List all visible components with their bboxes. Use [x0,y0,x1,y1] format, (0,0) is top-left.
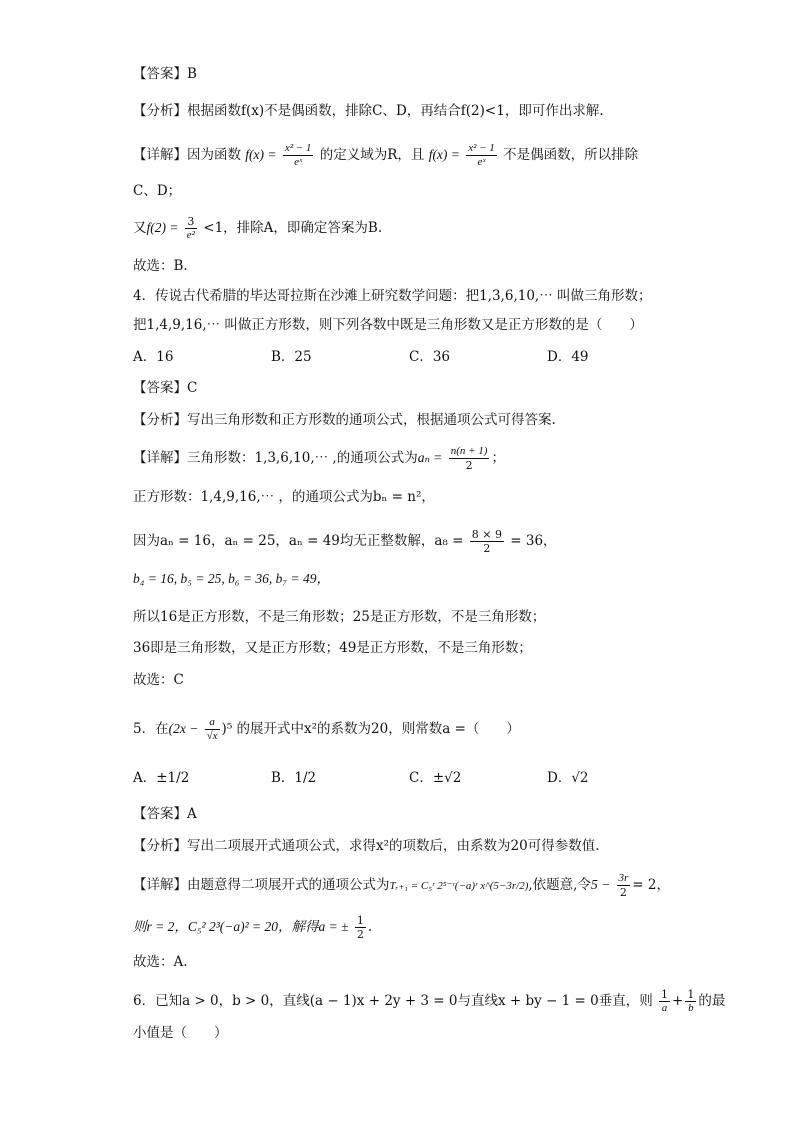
q5-stem: 5．在(2x − $\frac{a}{√x}$ )⁵ 的展开式中x²的系数为20，则常数a =（ ） [133,716,520,742]
q5-option-d: D．√2 [547,770,589,786]
q4-fraction: $\frac{n(n + 1)}{2}$ [450,445,488,472]
q6-fraction-1: $\frac{1}{a}$ [661,988,669,1014]
q3-detail-line1: 【详解】因为函数 f(x) = $\frac{\text{x² − 1}}{\text{eˣ}}$ 的定义域为R，且 f(x) = $\frac{\text{x² − 1}}{\text{eˣ}}$ 不是偶函数，所以排除 [133,142,639,168]
q6-stem-line2: 小值是（ ） [133,1025,228,1041]
q3-fraction: $\frac{\text{x² − 1}}{\text{eˣ}}$ [284,142,312,168]
q3-answer: 【答案】B [133,66,197,82]
q4-detail-line6: 36即是三角形数，又是正方形数；49是正方形数，不是三角形数； [133,640,532,656]
q5-option-a: A．±1/2 [133,770,190,786]
q5-detail-line1: 【详解】由题意得二项展开式的通项公式为Tᵣ₊₁ = C₅ʳ 2⁵⁻ʳ(−a)ʳ x^(5−3r/2),依题意,令5 − $\frac{3r}{2}$ = 2， [133,872,670,899]
q5-answer: 【答案】A [133,806,197,822]
q4-fraction-2: $\frac{8 \times 9}{2}$ [471,528,502,555]
q5-fraction-3: $\frac{1}{2}$ [356,914,364,941]
q5-options [133,768,685,788]
q6-stem-line1: 6．已知a > 0，b > 0，直线(a − 1)x + 2y + 3 = 0与直线x + by − 1 = 0垂直，则 $\frac{1}{a}$ + $\frac{1}{b}$ 的最 [133,988,726,1014]
q4-detail-line3: 因为aₙ = 16，aₙ = 25，aₙ = 49均无正整数解，a₈ = $\frac{8 \times 9}{2}$ = 36， [133,528,557,555]
q4-option-b: B．25 [271,349,312,365]
q5-analysis: 【分析】写出二项展开式通项公式，求得x²的项数后，由系数为20可得参数值. [133,838,600,854]
q6-fraction-2: $\frac{1}{b}$ [687,988,695,1014]
q3-fraction-3: $\frac{3}{\text{e²}}$ [186,215,195,241]
q4-options [133,347,685,367]
q4-option-d: D．49 [547,349,589,365]
q3-detail-line3: 又f(2) = $\frac{3}{\text{e²}}$ <1，排除A，即确定答案为B. [133,215,383,241]
q4-stem-line1: 4．传说古代希腊的毕达哥拉斯在沙滩上研究数学问题：把1,3,6,10,⋯ 叫做三角形数； [133,288,652,304]
q4-option-a: A．16 [133,349,174,365]
q5-fraction-2: $\frac{3r}{2}$ [618,872,629,899]
q4-choose: 故选：C [133,672,184,688]
q5-fraction: $\frac{a}{√x}$ [206,716,218,742]
q4-stem-line2: 把1,4,9,16,⋯ 叫做正方形数，则下列各数中既是三角形数又是正方形数的是（ ） [133,317,643,333]
q3-detail-line2: C、D； [133,183,182,199]
q3-fraction-2: $\frac{\text{x² − 1}}{\text{eˣ}}$ [468,142,495,168]
q5-option-b: B．1/2 [271,770,317,786]
q4-detail-line5: 所以16是正方形数，不是三角形数；25是正方形数，不是三角形数； [133,609,546,625]
q4-analysis: 【分析】写出三角形数和正方形数的通项公式，根据通项公式可得答案. [133,412,556,428]
q3-analysis: 【分析】根据函数f(x)不是偶函数，排除C、D，再结合f(2)<1，即可作出求解. [133,103,604,119]
q4-option-c: C．36 [409,349,451,365]
q3-choose: 故选：B. [133,258,188,274]
q4-detail-line4: b₄ = 16, b₅ = 25, b₆ = 36, b₇ = 49， [133,571,330,586]
q5-choose: 故选：A. [133,954,188,970]
q5-option-c: C．±√2 [409,770,462,786]
q4-detail-line2: 正方形数：1,4,9,16,⋯ ，的通项公式为bₙ = n²， [133,489,435,505]
q4-answer: 【答案】C [133,380,198,396]
q5-detail-line2: 则r = 2，C₅² 2³(−a)² = 20，解得a = ± $\frac{1}{2}$ . [133,914,373,941]
q4-detail-line1: 【详解】三角形数：1,3,6,10,⋯ ,的通项公式为aₙ = $\frac{n(n + 1)}{2}$ ； [133,445,505,472]
